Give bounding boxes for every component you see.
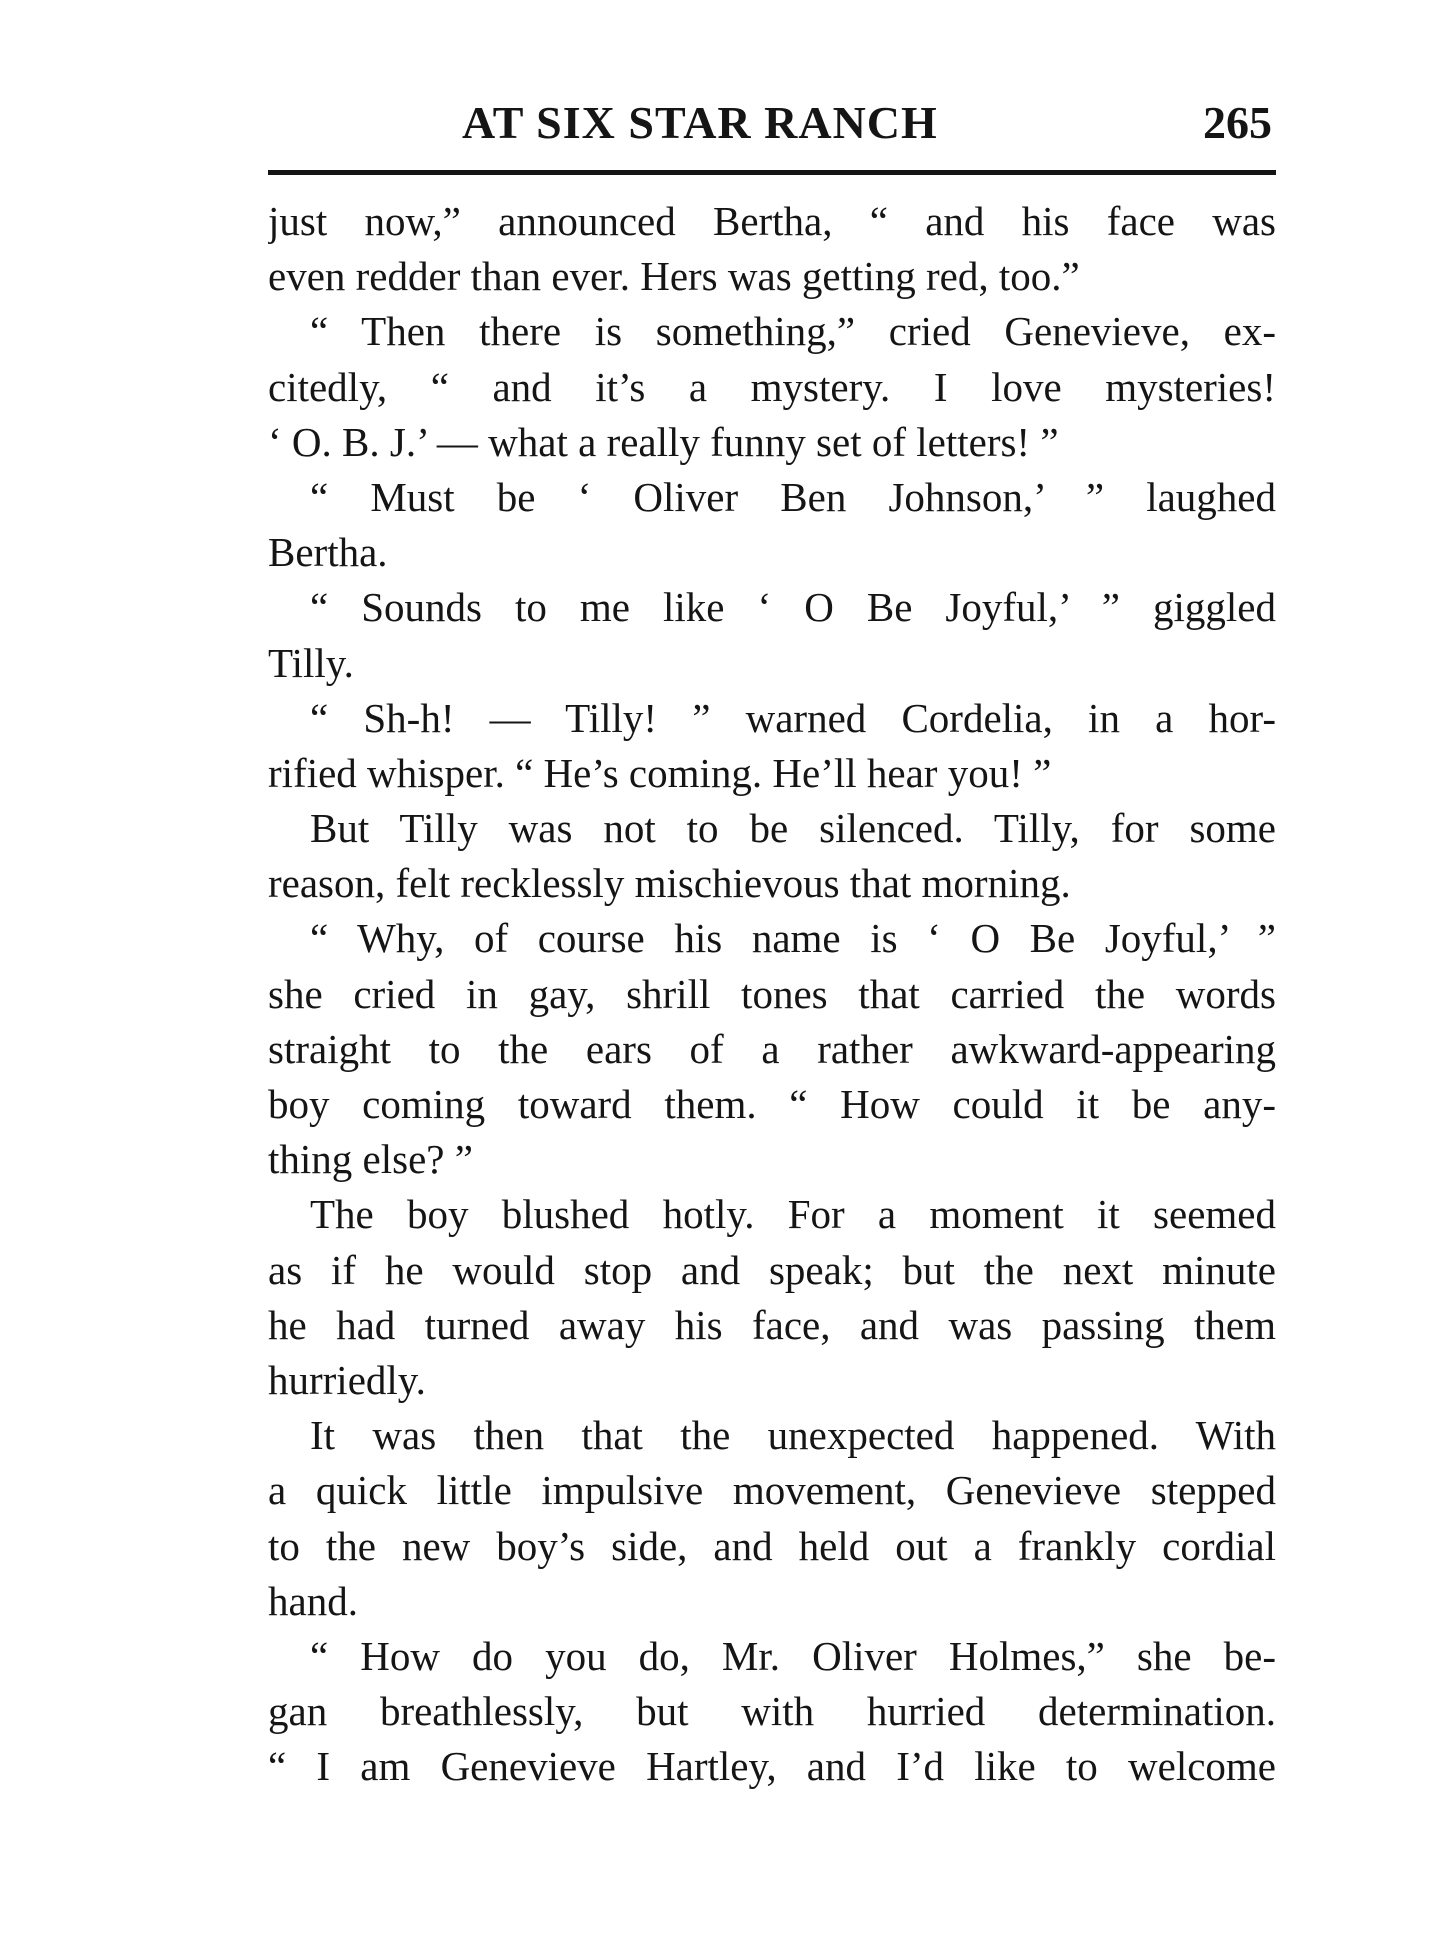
text-line: Bertha. xyxy=(268,529,388,576)
text-line: But Tilly was not to be silenced. Tilly, for some xyxy=(310,805,1276,852)
page-body-text xyxy=(268,194,1276,1794)
text-line: “ Sh-h! — Tilly! ” warned Cordelia, in a hor- xyxy=(310,694,1276,741)
text-line: hand. xyxy=(268,1577,358,1624)
text-line: hurriedly. xyxy=(268,1356,426,1403)
text-line: a quick little impulsive movement, Genevieve stepped xyxy=(268,1467,1276,1514)
text-line: Tilly. xyxy=(268,639,354,686)
text-line: he had turned away his face, and was passing them xyxy=(268,1301,1276,1348)
text-line: straight to the ears of a rather awkward-appearing xyxy=(268,1025,1276,1072)
text-line: ‘ O. B. J.’ — what a really funny set of letters! ” xyxy=(268,418,1059,465)
text-line: boy coming toward them. “ How could it be any- xyxy=(268,1081,1276,1127)
text-line: The boy blushed hotly. For a moment it seemed xyxy=(310,1191,1276,1238)
text-line: “ Then there is something,” cried Genevieve, ex- xyxy=(310,308,1276,355)
text-line: as if he would stop and speak; but the next minute xyxy=(268,1246,1276,1293)
text-line: rified whisper. “ He’s coming. He’ll hear you! ” xyxy=(268,749,1052,796)
text-line: “ How do you do, Mr. Oliver Holmes,” she be- xyxy=(310,1632,1276,1679)
running-head xyxy=(268,96,1276,166)
text-line: “ Must be ‘ Oliver Ben Johnson,’ ” laughed xyxy=(310,473,1276,520)
text-line: “ Why, of course his name is ‘ O Be Joyful,’ ” xyxy=(310,915,1276,962)
running-title: AT SIX STAR RANCH xyxy=(462,97,938,148)
text-line: thing else? ” xyxy=(268,1136,473,1183)
text-line: even redder than ever. Hers was getting red, too.” xyxy=(268,253,1080,300)
text-line: “ Sounds to me like ‘ O Be Joyful,’ ” giggled xyxy=(310,584,1276,631)
text-line: gan breathlessly, but with hurried determination. xyxy=(268,1688,1276,1735)
text-line: citedly, “ and it’s a mystery. I love mysteries! xyxy=(268,363,1276,410)
text-line: “ I am Genevieve Hartley, and I’d like to welcome xyxy=(268,1743,1276,1790)
text-line: reason, felt recklessly mischievous that morning. xyxy=(268,860,1071,907)
text-line: just now,” announced Bertha, “ and his face was xyxy=(268,198,1276,244)
text-line: she cried in gay, shrill tones that carried the words xyxy=(268,970,1276,1017)
text-line: to the new boy’s side, and held out a frankly cordial xyxy=(268,1522,1276,1569)
header-rule xyxy=(268,170,1276,175)
page-number: 265 xyxy=(1203,97,1272,148)
text-line: It was then that the unexpected happened. With xyxy=(310,1412,1276,1459)
